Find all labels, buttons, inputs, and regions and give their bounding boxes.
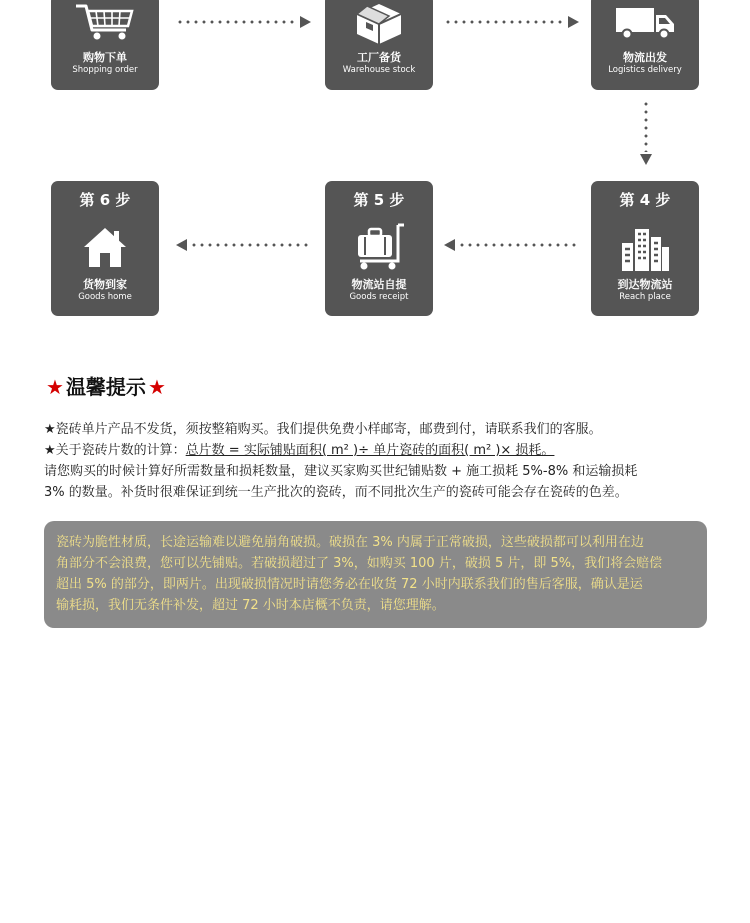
- step-card-goods-home: [51, 181, 159, 316]
- step-title-en: Reach place: [619, 292, 671, 302]
- notice-line: 角部分不会浪费，您可以先铺贴。若破损超过了 3%，如购买 100 片，破损 5 片，即 5%，我们将会赔偿: [56, 556, 663, 571]
- tip-line-1: ★瓷砖单片产品不发货，须按整箱购买。我们提供免费小样邮寄，邮费到付，请联系我们的客服。: [44, 422, 602, 437]
- notice-line: 瓷砖为脆性材质，长途运输难以避免崩角破损。破损在 3% 内属于正常破损，这些破损都可以利用在边: [56, 535, 644, 550]
- tip-line-3: 请您购买的时候计算好所需数量和损耗数量，建议买家购买世纪铺贴数 + 施工损耗 5%-8% 和运输损耗: [44, 464, 638, 479]
- tips-title: 温馨提示: [65, 375, 146, 399]
- buildings-icon: [591, 225, 699, 271]
- tip-line-2: [44, 441, 554, 461]
- tips-heading: [46, 375, 166, 399]
- step-title-en: Warehouse stock: [342, 65, 416, 75]
- step-number: 第 6 步: [79, 191, 131, 209]
- star-icon: ★: [147, 375, 166, 399]
- step-title-cn: 物流出发: [623, 51, 667, 64]
- tile-count-formula: 总片数 = 实际铺贴面积( m² )÷ 单片瓷砖的面积( m² )× 损耗。: [185, 443, 555, 458]
- step-title-cn: 物流站自提: [351, 278, 407, 291]
- flow-arrow-right: [444, 20, 580, 24]
- step-card-shopping-order: [51, 0, 159, 90]
- flow-arrow-left: [176, 243, 312, 247]
- tip-line-2-prefix: ★关于瓷砖片数的计算：: [44, 443, 186, 458]
- flow-arrow-right: [176, 20, 312, 24]
- step-card-logistics-delivery: [591, 0, 699, 90]
- step-title-cn: 工厂备货: [357, 51, 401, 64]
- step-title-cn: 购物下单: [83, 51, 127, 64]
- flow-arrow-left: [444, 243, 580, 247]
- step-card-reach-place: [591, 181, 699, 316]
- step-title-en: Goods home: [78, 292, 132, 302]
- step-number: 第 5 步: [353, 191, 405, 209]
- notice-line: 超出 5% 的部分，即两片。出现破损情况时请您务必在收货 72 小时内联系我们的售后客服，确认是运: [56, 577, 643, 592]
- star-icon: ★: [46, 375, 64, 399]
- truck-icon: [591, 6, 699, 40]
- step-title-en: Logistics delivery: [608, 65, 682, 75]
- house-icon: [51, 225, 159, 269]
- flow-arrow-down: [644, 100, 648, 152]
- step-card-warehouse-stock: [325, 0, 433, 90]
- breakage-notice-box: [44, 521, 707, 628]
- shopping-cart-icon: [51, 2, 159, 42]
- step-title-en: Shopping order: [72, 65, 138, 75]
- step-card-goods-receipt: [325, 181, 433, 316]
- step-number: 第 4 步: [619, 191, 671, 209]
- step-title-cn: 货物到家: [83, 278, 127, 291]
- breakage-notice-text: [56, 532, 696, 616]
- luggage-cart-icon: [325, 223, 433, 271]
- tip-line-4: 3% 的数量。补货时很难保证到统一生产批次的瓷砖，而不同批次生产的瓷砖可能会存在瓷砖的色差。: [44, 485, 628, 500]
- box-icon: [325, 0, 433, 46]
- step-title-en: Goods receipt: [349, 292, 409, 302]
- arrow-down-icon: [640, 154, 652, 165]
- step-title-cn: 到达物流站: [617, 278, 673, 291]
- notice-line: 输耗损，我们无条件补发，超过 72 小时本店概不负责，请您理解。: [56, 598, 445, 613]
